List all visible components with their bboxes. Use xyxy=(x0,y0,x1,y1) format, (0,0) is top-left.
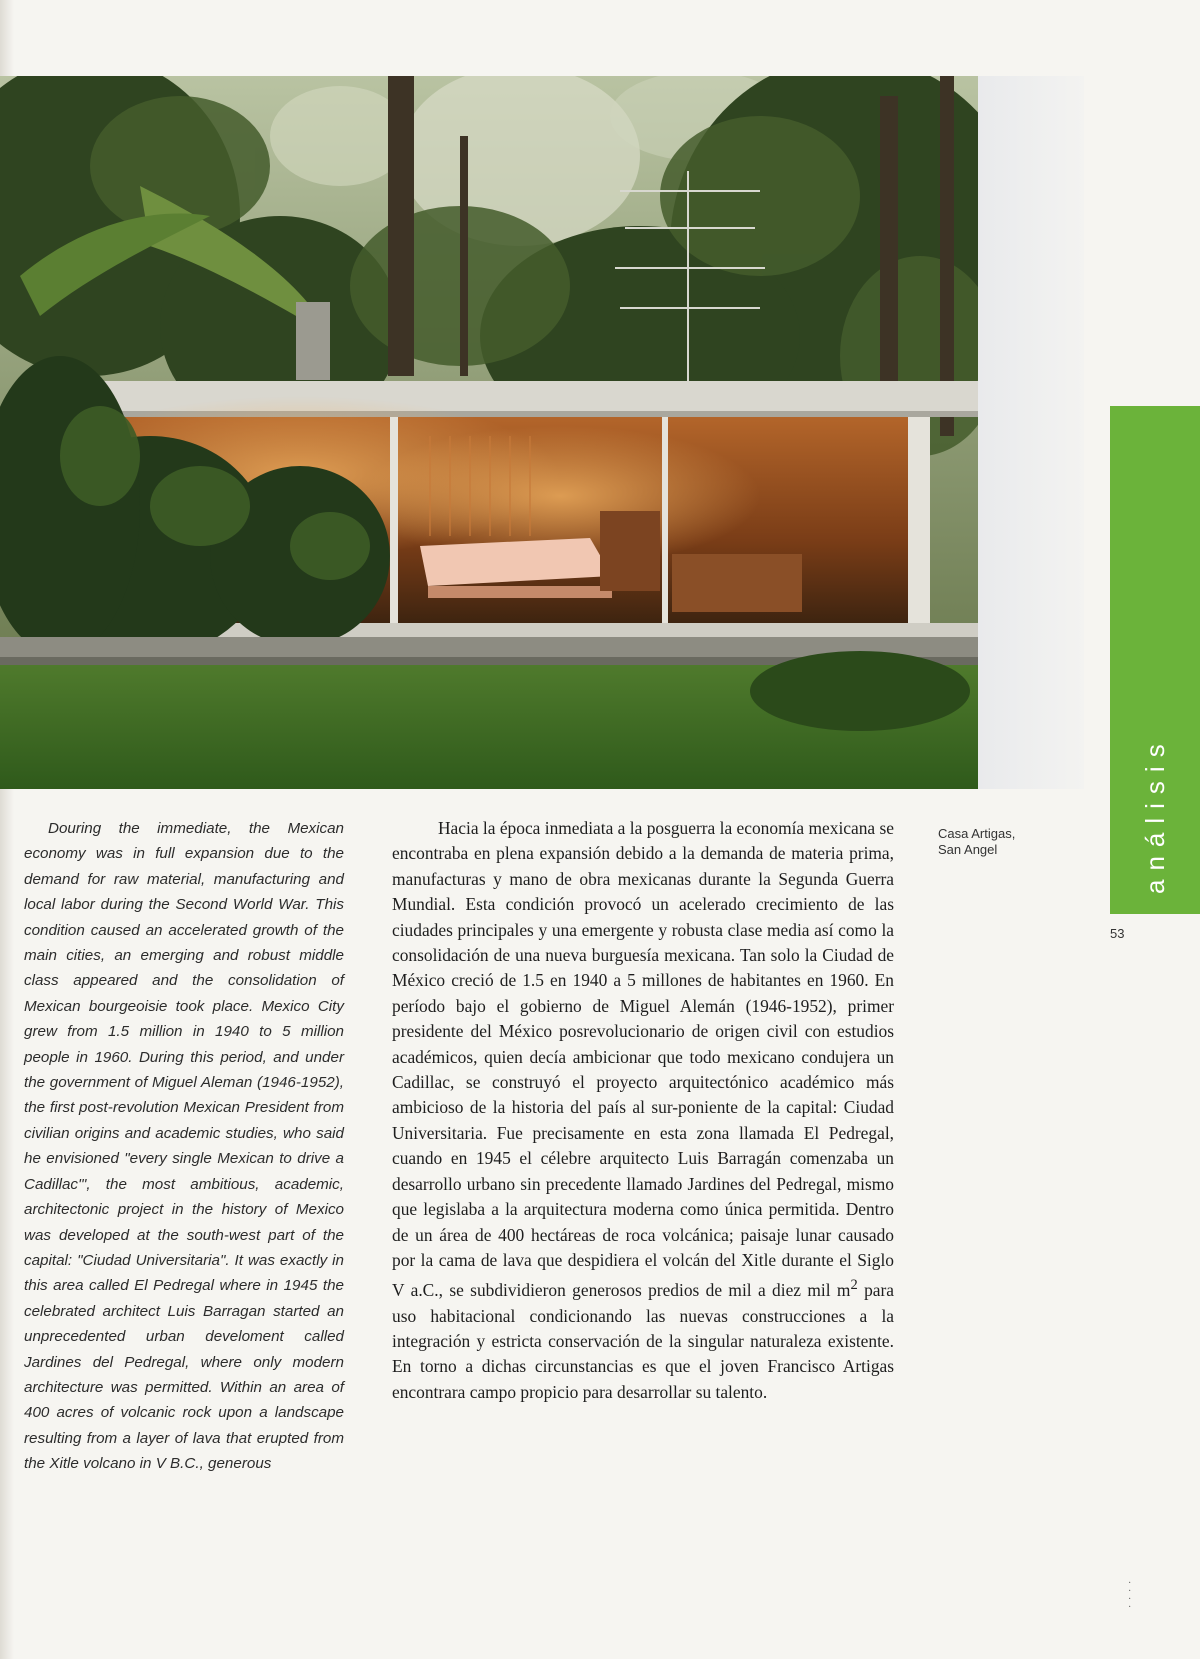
section-tab-label: análisis xyxy=(1140,735,1170,894)
caption-line-1: Casa Artigas, xyxy=(938,826,1016,841)
spanish-body-text xyxy=(392,816,894,1405)
photo-bleed-shadow xyxy=(978,76,1084,789)
margin-marks: · · · · xyxy=(1128,1578,1132,1613)
english-body-text: Douring the immediate, the Mexican economy was in full expansion due to the demand for raw material, manufacturing and local labor during the Second World War. This condition caused an accelerated growth of the main cities, an emerging and robust middle class appeared and the consolidation of Mexican bourgeoisie took place. Mexico City grew from 1.5 million in 1940 to 5 million people in 1960. During this period, and under the government of Miguel Aleman (1946-1952), the first post-revolution Mexican President from civilian origins and academic studies, who said he envisioned "every single Mexican to drive a Cadillac'", the most ambitious, academic, architectonic project in the history of Mexico was developed at the south-west part of the capital: "Ciudad Universitaria". It was exactly in this area called El Pedregal where in 1945 the celebrated architect Luis Barragan started an unprecedented urban develoment called Jardines del Pedregal, where only modern architecture was permitted. Within an area of 400 acres of volcanic rock upon a landscape resulting from a layer of lava that erupted from the Xitle volcano in V B.C., generous xyxy=(24,820,344,1473)
section-tab xyxy=(1110,406,1200,914)
house-photo xyxy=(0,76,978,789)
spanish-superscript: 2 xyxy=(850,1277,858,1294)
caption-line-2: San Angel xyxy=(938,842,998,857)
page-number: 53 xyxy=(1110,926,1125,941)
spanish-text-part-1: Hacia la época inmediata a la posguerra la economía mexicana se encontraba en plena expansión debido a la demanda de materia prima, manufacturas y mano de obra mexicanas durante la Segunda Guerra Mundial. Esta condición provocó un acelerado crecimiento de las ciudades principales y una emergente y robusta clase media así como la consolidación de una nueva burguesía mexicana. Tan solo la Ciudad de México creció de 1.5 en 1940 a 5 millones de habitantes en 1960. En período bajo el gobierno de Miguel Alemán (1946-1952), primer presidente del México posrevolucionario de origen civil con estudios académicos, quien decía ambicionar que todo mexicano condujera un Cadillac, se construyó el proyecto arquitectónico académico más ambicioso de la historia del país al sur-poniente de la capital: Ciudad Universitaria. Fue precisamente en esta zona llamada El Pedregal, cuando en 1945 el célebre arquitecto Luis Barragán comenzaba un desarrollo urbano sin precedente llamado Jardines del Pedregal, mismo que legislaba a la arquitectura moderna como única permitida. Dentro de un área de 400 hectáreas de roca volcánica; paisaje lunar causado por la cama de lava que despidiera el volcán del Xitle durante el Siglo V a.C., se subdividieron generosos predios de mil a diez mil m xyxy=(392,818,894,1301)
photo-caption xyxy=(938,826,1088,858)
spanish-text-part-2: para uso habitacional condicionando las nuevas construcciones a la integración y estricta conservación de la singular naturaleza existente. En torno a dichas circunstancias es que el joven Francisco Artigas encontrara campo propicio para desarrollar su talento. xyxy=(392,1280,894,1402)
